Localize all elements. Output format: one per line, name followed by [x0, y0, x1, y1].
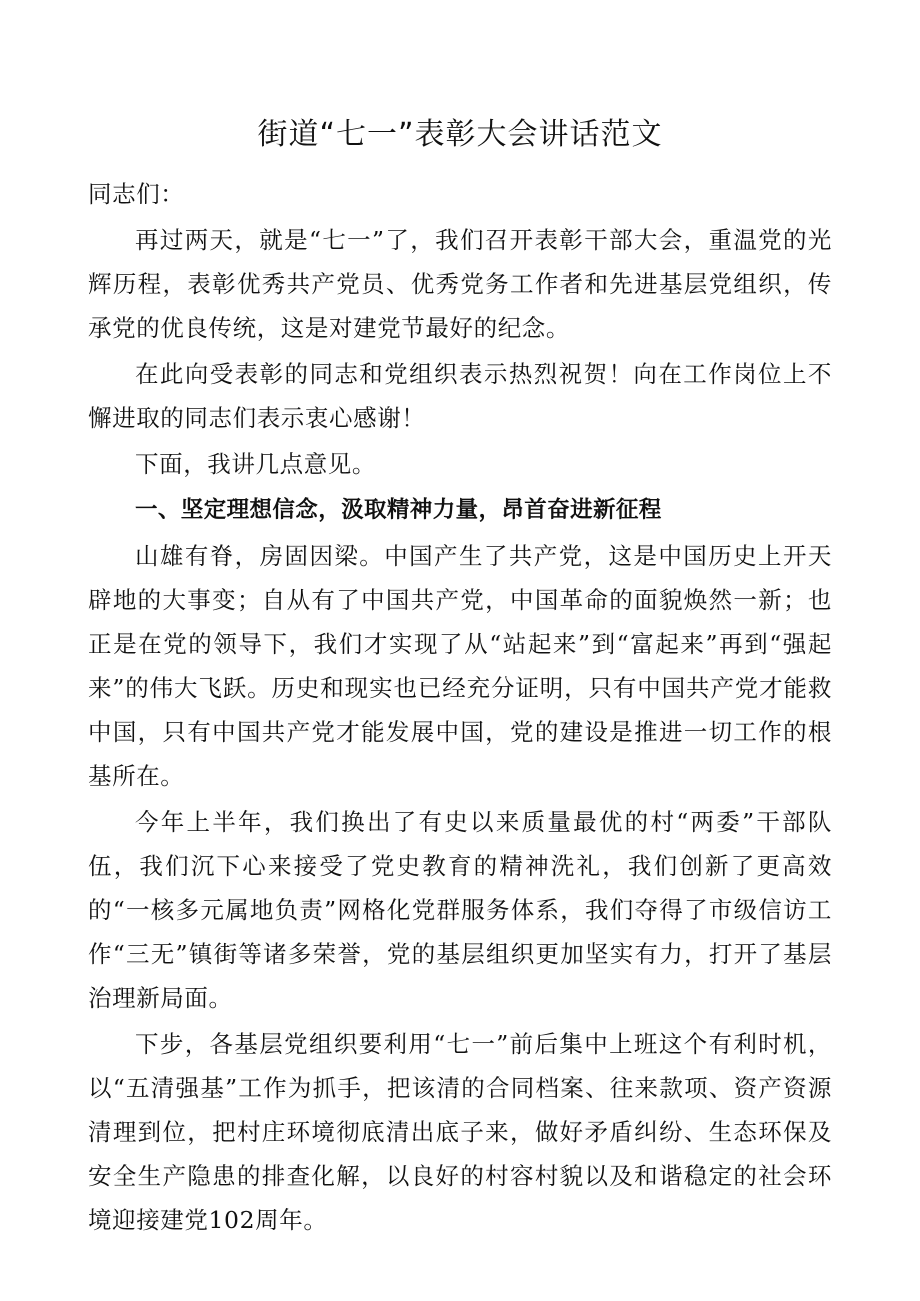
document-title: 街道“七一”表彰大会讲话范文	[257, 117, 663, 152]
paragraph: 下步，各基层党组织要利用“七一”前后集中上班这个有利时机，以“五清强基”工作为抓手，把该清的合同档案、往来款项、资产资源清理到位，把村庄环境彻底清出底子来，做好矛盾纠纷、生态环保及安全生产隐患的排查化解，以良好的村容村貌以及和谐稳定的社会环境迎接建党102周年。	[88, 1030, 832, 1234]
paragraph: 山雄有脊，房固因梁。中国产生了共产党，这是中国历史上开天辟地的大事变；自从有了中国共产党，中国革命的面貌焕然一新；也正是在党的领导下，我们才实现了从“站起来”到“富起来”再到“强起来”的伟大飞跃。历史和现实也已经充分证明，只有中国共产党才能救中国，只有中国共产党才能发展中国，党的建设是推进一切工作的根基所在。	[88, 542, 832, 790]
document-body	[88, 172, 832, 1242]
paragraph: 今年上半年，我们换出了有史以来质量最优的村“两委”干部队伍，我们沉下心来接受了党史教育的精神洗礼，我们创新了更高效的“一核多元属地负责”网格化党群服务体系，我们夺得了市级信访工作“三无”镇街等诸多荣誉，党的基层组织更加坚实有力，打开了基层治理新局面。	[88, 808, 832, 1012]
section-heading: 一、坚定理想信念，汲取精神力量，昂首奋进新征程	[135, 497, 662, 523]
paragraph: 在此向受表彰的同志和党组织表示热烈祝贺！向在工作岗位上不懈进取的同志们表示衷心感谢！	[88, 360, 832, 432]
paragraph: 再过两天，就是“七一”了，我们召开表彰干部大会，重温党的光辉历程，表彰优秀共产党员、优秀党务工作者和先进基层党组织，传承党的优良传统，这是对建党节最好的纪念。	[88, 226, 832, 342]
salutation: 同志们：	[88, 180, 185, 208]
paragraph: 下面，我讲几点意见。	[135, 450, 376, 478]
